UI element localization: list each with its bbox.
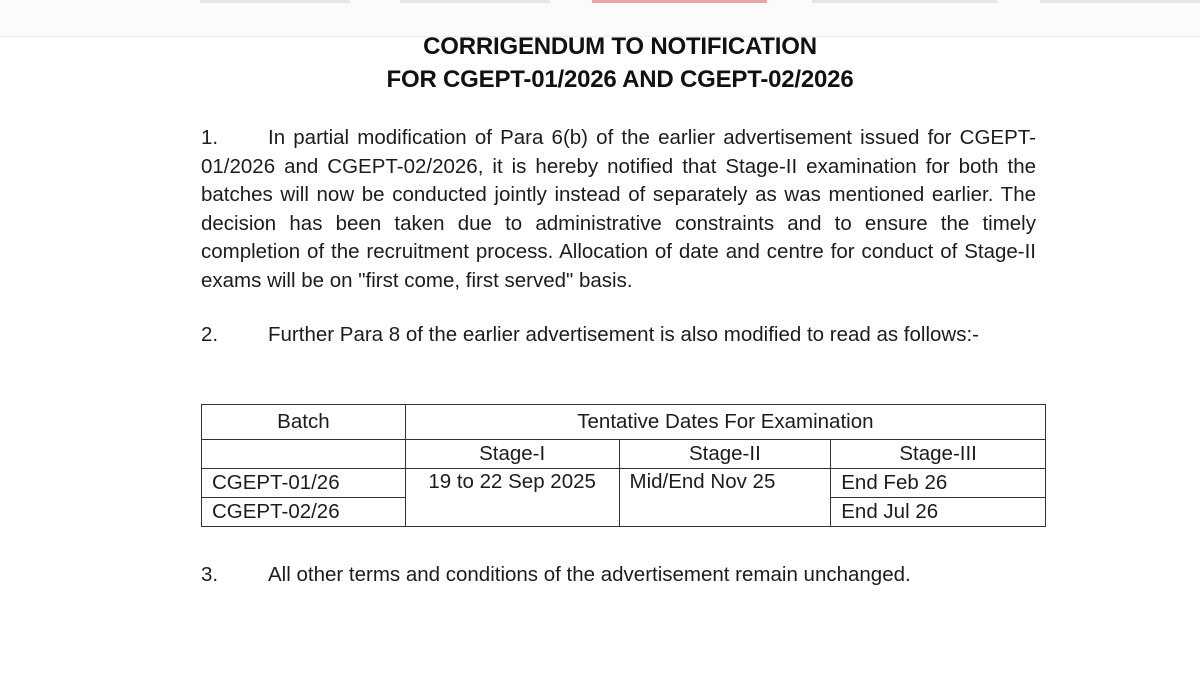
stage-3-date: End Feb 26 bbox=[831, 469, 1046, 498]
paragraph-text: In partial modification of Para 6(b) of the earlier advertisement issued for CGEPT-01/2026 and CGEPT-02/2026, it is hereby notified that Stage-II examination for both the batches will now be conducted jointly instead of separately as was mentioned earlier. The decision has been taken due to administrative constraints and to ensure the timely completion of the recruitment process. Allocation of date and centre for conduct of Stage-II exams will be on "first come, first served" basis. bbox=[201, 126, 1036, 292]
table-row bbox=[202, 469, 1046, 498]
dates-header: Tentative Dates For Examination bbox=[405, 405, 1045, 440]
toolbar-segment bbox=[1040, 0, 1200, 3]
paragraph-1 bbox=[201, 124, 1036, 295]
stage-3-date: End Jul 26 bbox=[831, 498, 1046, 527]
batch-header: Batch bbox=[202, 405, 406, 440]
empty-cell bbox=[202, 440, 406, 469]
stage-2-header: Stage-II bbox=[619, 440, 831, 469]
document-title-line-2: FOR CGEPT-01/2026 AND CGEPT-02/2026 bbox=[386, 66, 854, 93]
table-stage-header-row bbox=[202, 440, 1046, 469]
batch-cell: CGEPT-01/26 bbox=[202, 469, 406, 498]
stage-2-date: Mid/End Nov 25 bbox=[619, 469, 831, 527]
batch-cell: CGEPT-02/26 bbox=[202, 498, 406, 527]
toolbar-segment bbox=[812, 0, 997, 3]
exam-dates-table bbox=[201, 404, 1046, 527]
toolbar-segment-active bbox=[592, 0, 767, 3]
stage-1-date: 19 to 22 Sep 2025 bbox=[405, 469, 619, 527]
document-title-line-1: CORRIGENDUM TO NOTIFICATION bbox=[423, 33, 817, 60]
stage-1-header: Stage-I bbox=[405, 440, 619, 469]
paragraph-number: 1. bbox=[201, 126, 219, 149]
paragraph-3 bbox=[201, 561, 1036, 590]
paragraph-2 bbox=[201, 321, 1036, 350]
paragraph-text: All other terms and conditions of the advertisement remain unchanged. bbox=[268, 563, 911, 586]
paragraph-text: Further Para 8 of the earlier advertisement is also modified to read as follows:- bbox=[268, 323, 979, 346]
table-header-row bbox=[202, 405, 1046, 440]
paragraph-number: 2. bbox=[201, 323, 219, 346]
toolbar-segment bbox=[200, 0, 350, 3]
stage-3-header: Stage-III bbox=[831, 440, 1046, 469]
toolbar-segment bbox=[400, 0, 550, 3]
paragraph-number: 3. bbox=[201, 563, 219, 586]
